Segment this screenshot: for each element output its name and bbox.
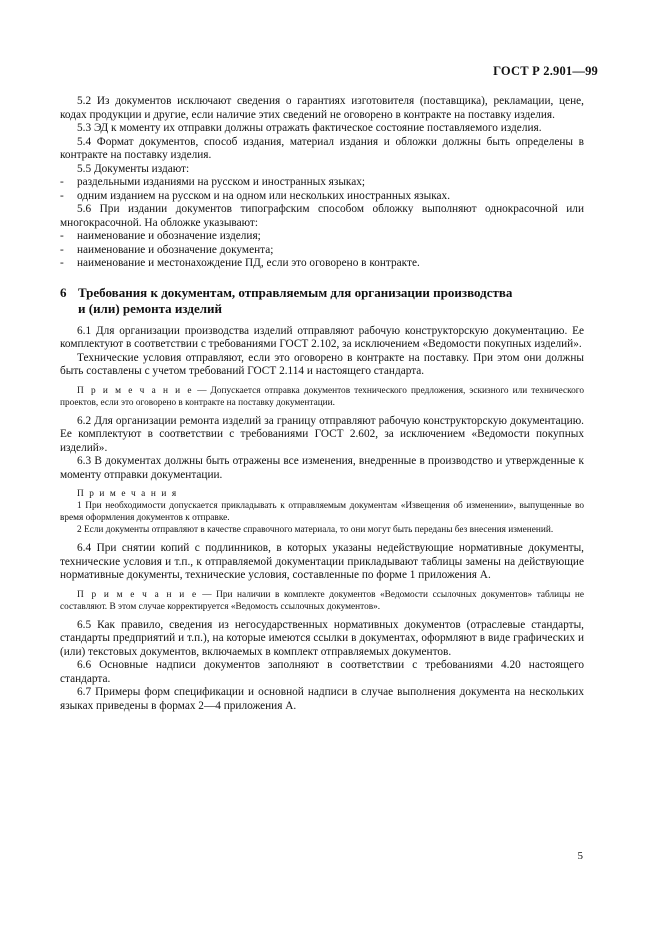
- section-6-heading: [60, 285, 584, 317]
- note-text: — При наличии в комплекте документов «Ведомости ссылочных документов» таблицы не составляют. В этом случае корректируется «Ведомость ссылочных документов».: [60, 589, 584, 612]
- list-item-text: наименование и обозначение документа;: [77, 243, 274, 256]
- list-item-text: наименование и местонахождение ПД, если это оговорено в контракте.: [77, 257, 420, 269]
- list-item: - наименование и обозначение документа;: [60, 243, 274, 256]
- list-item: - наименование и обозначение изделия;: [60, 230, 261, 242]
- note-label: П р и м е ч а н и е: [77, 589, 198, 600]
- list-item: - раздельными изданиями на русском и иностранных языках;: [60, 176, 366, 188]
- paragraph-6-5: 6.5 Как правило, сведения из негосударственных нормативных документов (отраслевые стандарты, стандарты предприятий и т.п.), на которые имеются ссылки в документах, оформляют в виде графических и (или) текстовых документов, включаемых в комплект отправляемых документов.: [60, 618, 584, 658]
- paragraph-6-6: 6.6 Основные надписи документов заполняют в соответствии с требованиями 4.20 настоящего стандарта.: [60, 659, 584, 685]
- note-label: П р и м е ч а н и е: [77, 385, 194, 396]
- paragraph-5-4: 5.4 Формат документов, способ издания, материал издания и обложки должны быть определены в контракте на поставку изделия.: [60, 135, 584, 161]
- paragraph-6-3: 6.3 В документах должны быть отражены все изменения, внедренные в производство и утвержденные к моменту отправки документации.: [60, 455, 584, 481]
- note-item-2: 2 Если документы отправляют в качестве справочного материала, то они могут быть переданы без внесения изменений.: [77, 525, 554, 535]
- note-6-4: [60, 589, 584, 613]
- list-item: - одним изданием на русском и на одном или нескольких иностранных языках.: [60, 189, 451, 202]
- paragraph-5-2: 5.2 Из документов исключают сведения о гарантиях изготовителя (поставщика), рекламации, цене, кодах продукции и другие, если наличие этих сведений не оговорено в контракте на поставку изделия.: [60, 95, 584, 121]
- list-item-text: наименование и обозначение изделия;: [77, 230, 261, 242]
- section-title-line1: Требования к документам, отправляемым для организации производства: [78, 284, 513, 300]
- list-item-text: одним изданием на русском и на одном или нескольких иностранных языках.: [77, 189, 451, 202]
- paragraph-5-5: 5.5 Документы издают:: [77, 162, 190, 175]
- paragraph-6-1-tu: Технические условия отправляют, если это оговорено в контракте на поставку. При этом они должны быть составлены с учетом требований ГОСТ 2.114 и настоящего стандарта.: [60, 351, 584, 377]
- document-body: [60, 95, 584, 713]
- section-number: 6: [60, 284, 67, 300]
- list-item-text: раздельными изданиями на русском и иностранных языках;: [77, 176, 366, 188]
- section-title-line2: и (или) ремонта изделий: [78, 300, 222, 316]
- paragraph-6-1: 6.1 Для организации производства изделий отправляют рабочую конструкторскую документацию. Ее комплектуют в соответствии с требованиями ГОСТ 2.102, за исключением «Ведомости покупных изделий».: [60, 324, 584, 350]
- standard-code-header: ГОСТ Р 2.901—99: [493, 64, 598, 78]
- list-item: - наименование и местонахождение ПД, если это оговорено в контракте.: [60, 257, 420, 269]
- paragraph-5-6: 5.6 При издании документов типографским способом обложку выполняют однокрасочной или многокрасочной. На обложке указывают:: [60, 203, 584, 229]
- note-6-1: [60, 385, 584, 409]
- paragraph-6-2: 6.2 Для организации ремонта изделий за границу отправляют рабочую конструкторскую документацию. Ее комплектуют в соответствии с требованиями ГОСТ 2.602, за исключением «Ведомости покупных изделий».: [60, 414, 584, 454]
- paragraph-6-7: 6.7 Примеры форм спецификации и основной надписи в случае выполнения документа на нескольких языках приведены в формах 2—4 приложения А.: [60, 686, 584, 712]
- page-number: 5: [577, 850, 583, 862]
- note-item-1: 1 При необходимости допускается прикладывать к отправляемым документам «Извещения об изменении», выпущенные во время оформления документов к отправке.: [60, 501, 584, 523]
- paragraph-6-4: 6.4 При снятии копий с подлинников, в которых указаны недействующие нормативные документы, технические условия и т.п., к отправляемой документации прикладывают таблицы замены на действующие нормативные документы, технические условия, составленные по форме 1 приложения А.: [60, 542, 584, 581]
- notes-label: П р и м е ч а н и я: [77, 489, 178, 499]
- note-text: — Допускается отправка документов технического предложения, эскизного или технического проектов, если это оговорено в контракте на поставку документации.: [60, 385, 584, 408]
- paragraph-5-3: 5.3 ЭД к моменту их отправки должны отражать фактическое состояние поставляемого изделия.: [77, 122, 542, 134]
- notes-6-3: [60, 488, 584, 536]
